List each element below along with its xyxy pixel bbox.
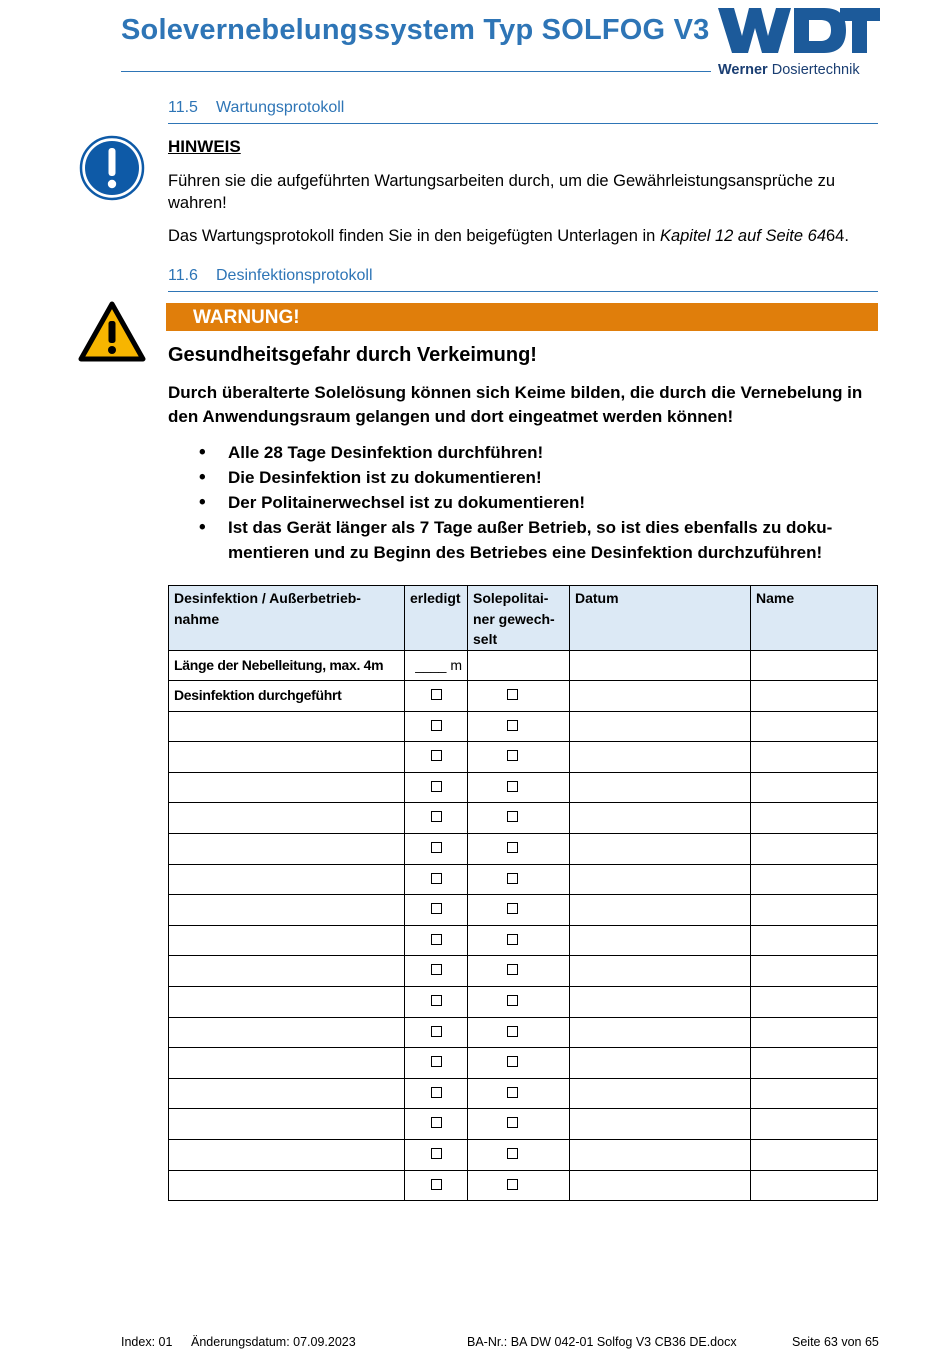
date-cell[interactable] bbox=[570, 987, 751, 1018]
done-checkbox-icon[interactable] bbox=[431, 842, 442, 853]
container-changed-checkbox-cell bbox=[468, 1017, 570, 1048]
logo-brand-rest: Dosiertechnik bbox=[767, 62, 860, 78]
name-cell[interactable] bbox=[751, 1170, 878, 1201]
name-cell[interactable] bbox=[751, 864, 878, 895]
logo-brand-bold: Werner bbox=[718, 62, 768, 78]
date-cell[interactable] bbox=[570, 1140, 751, 1171]
footer-doc-number: BA-Nr.: BA DW 042-01 Solfog V3 CB36 DE.docx bbox=[467, 1335, 737, 1349]
date-cell[interactable] bbox=[570, 925, 751, 956]
done-checkbox-icon[interactable] bbox=[431, 781, 442, 792]
bullet-item: • Ist das Gerät länger als 7 Tage außer Betrieb, so ist dies ebenfalls zu doku-mentieren und zu Beginn des Betriebes eine Desinfektion durchzuführen! bbox=[168, 515, 858, 565]
section-rule bbox=[168, 123, 878, 124]
container-changed-checkbox-cell bbox=[468, 1170, 570, 1201]
warning-bullet-list bbox=[168, 440, 858, 565]
col-header-name: Name bbox=[751, 586, 878, 651]
container-changed-checkbox-icon[interactable] bbox=[507, 1056, 518, 1067]
warning-description: Durch überalterte Solelösung können sich Keime bilden, die durch die Vernebelung in den Anwendungsraum gelangen und dort eingeatmet werden können! bbox=[168, 383, 863, 426]
notice-heading: HINWEIS bbox=[168, 137, 241, 156]
done-checkbox-icon[interactable] bbox=[431, 1026, 442, 1037]
paragraph2-after: 64. bbox=[826, 227, 849, 245]
header-rule bbox=[121, 71, 711, 72]
done-checkbox-cell bbox=[405, 1109, 468, 1140]
container-changed-checkbox-icon[interactable] bbox=[507, 964, 518, 975]
warning-triangle-icon bbox=[78, 301, 146, 363]
date-cell[interactable] bbox=[570, 864, 751, 895]
container-changed-checkbox-cell bbox=[468, 987, 570, 1018]
footer-change-date: Änderungsdatum: 07.09.2023 bbox=[191, 1335, 356, 1349]
done-checkbox-cell bbox=[405, 864, 468, 895]
container-changed-checkbox-cell bbox=[468, 956, 570, 987]
done-checkbox-icon[interactable] bbox=[431, 964, 442, 975]
done-checkbox-cell bbox=[405, 681, 468, 712]
table-row bbox=[169, 1140, 878, 1171]
container-changed-checkbox-cell bbox=[468, 834, 570, 865]
description-cell[interactable] bbox=[169, 925, 405, 956]
done-checkbox-cell bbox=[405, 834, 468, 865]
description-cell[interactable] bbox=[169, 864, 405, 895]
name-cell[interactable] bbox=[751, 772, 878, 803]
done-checkbox-icon[interactable] bbox=[431, 1179, 442, 1190]
description-cell[interactable] bbox=[169, 834, 405, 865]
footer-page-number: Seite 63 von 65 bbox=[792, 1335, 879, 1349]
done-checkbox-cell bbox=[405, 895, 468, 926]
name-cell[interactable] bbox=[751, 711, 878, 742]
done-checkbox-icon[interactable] bbox=[431, 1087, 442, 1098]
section-number: 11.5 bbox=[168, 99, 198, 116]
container-changed-checkbox-icon[interactable] bbox=[507, 750, 518, 761]
table-row bbox=[169, 1017, 878, 1048]
container-changed-checkbox-icon[interactable] bbox=[507, 903, 518, 914]
description-cell[interactable] bbox=[169, 1017, 405, 1048]
name-cell[interactable] bbox=[751, 925, 878, 956]
table-header-row bbox=[169, 586, 878, 651]
bullet-item: • Alle 28 Tage Desinfektion durchführen! bbox=[168, 440, 858, 465]
container-changed-checkbox-cell bbox=[468, 772, 570, 803]
container-changed-checkbox-icon[interactable] bbox=[507, 873, 518, 884]
container-changed-checkbox-icon[interactable] bbox=[507, 1087, 518, 1098]
container-changed-checkbox-icon[interactable] bbox=[507, 1117, 518, 1128]
done-checkbox-icon[interactable] bbox=[431, 873, 442, 884]
date-cell[interactable] bbox=[570, 1048, 751, 1079]
name-cell[interactable] bbox=[751, 956, 878, 987]
done-checkbox-cell bbox=[405, 1140, 468, 1171]
bullet-item: • Die Desinfektion ist zu dokumentieren! bbox=[168, 465, 858, 490]
table-row bbox=[169, 803, 878, 834]
name-cell[interactable] bbox=[751, 987, 878, 1018]
container-changed-checkbox-cell bbox=[468, 803, 570, 834]
info-exclamation-icon bbox=[79, 135, 145, 201]
date-cell[interactable] bbox=[570, 803, 751, 834]
name-cell[interactable] bbox=[751, 834, 878, 865]
description-cell[interactable] bbox=[169, 1048, 405, 1079]
done-checkbox-icon[interactable] bbox=[431, 811, 442, 822]
container-changed-checkbox-icon[interactable] bbox=[507, 934, 518, 945]
name-cell[interactable] bbox=[751, 803, 878, 834]
length-label: Länge der Nebelleitung, max. 4m bbox=[169, 650, 405, 681]
container-changed-checkbox-cell bbox=[468, 1048, 570, 1079]
container-changed-checkbox-cell bbox=[468, 1140, 570, 1171]
done-checkbox-cell bbox=[405, 1048, 468, 1079]
table-row bbox=[169, 681, 878, 712]
done-checkbox-cell bbox=[405, 711, 468, 742]
done-checkbox-cell bbox=[405, 1017, 468, 1048]
name-cell[interactable] bbox=[751, 742, 878, 773]
date-cell[interactable] bbox=[570, 1109, 751, 1140]
empty-cell bbox=[468, 650, 570, 681]
description-cell[interactable] bbox=[169, 1170, 405, 1201]
date-cell[interactable] bbox=[570, 711, 751, 742]
table-row-length bbox=[169, 650, 878, 681]
container-changed-checkbox-icon[interactable] bbox=[507, 811, 518, 822]
name-cell[interactable] bbox=[751, 1140, 878, 1171]
length-input[interactable]: ____ m bbox=[405, 650, 468, 681]
date-cell[interactable] bbox=[570, 1017, 751, 1048]
done-checkbox-icon[interactable] bbox=[431, 903, 442, 914]
description-cell[interactable] bbox=[169, 1078, 405, 1109]
container-changed-checkbox-cell bbox=[468, 742, 570, 773]
logo-brand-text bbox=[718, 62, 860, 78]
paragraph2-before: Das Wartungsprotokoll finden Sie in den beigefügten Unterlagen in bbox=[168, 227, 660, 245]
table-row bbox=[169, 742, 878, 773]
name-cell[interactable] bbox=[751, 1017, 878, 1048]
table-row bbox=[169, 987, 878, 1018]
date-cell[interactable] bbox=[570, 772, 751, 803]
container-changed-checkbox-icon[interactable] bbox=[507, 1179, 518, 1190]
done-checkbox-cell bbox=[405, 925, 468, 956]
section-title: Wartungsprotokoll bbox=[216, 99, 345, 116]
description-cell[interactable] bbox=[169, 987, 405, 1018]
col-header-done: erledigt bbox=[405, 586, 468, 651]
warning-label-bar: WARNUNG! bbox=[166, 303, 878, 331]
done-checkbox-cell bbox=[405, 1078, 468, 1109]
done-checkbox-icon[interactable] bbox=[431, 1117, 442, 1128]
container-changed-checkbox-icon[interactable] bbox=[507, 1026, 518, 1037]
container-changed-checkbox-icon[interactable] bbox=[507, 720, 518, 731]
done-checkbox-icon[interactable] bbox=[431, 750, 442, 761]
date-cell[interactable] bbox=[570, 1078, 751, 1109]
container-changed-checkbox-icon[interactable] bbox=[507, 1148, 518, 1159]
container-changed-checkbox-cell bbox=[468, 681, 570, 712]
container-changed-checkbox-cell bbox=[468, 1078, 570, 1109]
description-cell[interactable] bbox=[169, 956, 405, 987]
done-checkbox-icon[interactable] bbox=[431, 689, 442, 700]
description-cell[interactable] bbox=[169, 772, 405, 803]
description-cell[interactable] bbox=[169, 1140, 405, 1171]
table-row bbox=[169, 956, 878, 987]
name-cell[interactable] bbox=[751, 1109, 878, 1140]
container-changed-checkbox-icon[interactable] bbox=[507, 995, 518, 1006]
done-checkbox-icon[interactable] bbox=[431, 995, 442, 1006]
name-cell[interactable] bbox=[751, 895, 878, 926]
footer-index: Index: 01 bbox=[121, 1335, 173, 1349]
notice-paragraph-1: Führen sie die aufgeführten Wartungsarbeiten durch, um die Gewährleistungsansprüche zu wahren! bbox=[168, 172, 836, 212]
bullet-item: • Der Politainerwechsel ist zu dokumentieren! bbox=[168, 490, 858, 515]
section-title: Desinfektionsprotokoll bbox=[216, 267, 373, 284]
section-number: 11.6 bbox=[168, 267, 198, 284]
description-cell[interactable] bbox=[169, 895, 405, 926]
col-header-date: Datum bbox=[570, 586, 751, 651]
col-header-disinfection: Desinfektion / Außerbetrieb-nahme bbox=[169, 586, 405, 651]
container-changed-checkbox-cell bbox=[468, 895, 570, 926]
section-rule bbox=[168, 291, 878, 292]
warning-title: Gesundheitsgefahr durch Verkeimung! bbox=[168, 344, 537, 366]
name-cell[interactable] bbox=[751, 681, 878, 712]
disinfection-done-label: Desinfektion durchgeführt bbox=[169, 681, 405, 712]
table-row bbox=[169, 864, 878, 895]
wdt-logo-mark bbox=[718, 8, 880, 53]
date-cell[interactable] bbox=[570, 834, 751, 865]
date-cell[interactable] bbox=[570, 895, 751, 926]
notice-paragraph-2 bbox=[168, 225, 868, 247]
container-changed-checkbox-icon[interactable] bbox=[507, 842, 518, 853]
done-checkbox-icon[interactable] bbox=[431, 720, 442, 731]
container-changed-checkbox-icon[interactable] bbox=[507, 781, 518, 792]
container-changed-checkbox-icon[interactable] bbox=[507, 689, 518, 700]
description-cell[interactable] bbox=[169, 711, 405, 742]
date-cell[interactable] bbox=[570, 742, 751, 773]
done-checkbox-cell bbox=[405, 742, 468, 773]
description-cell[interactable] bbox=[169, 742, 405, 773]
chapter-reference: Kapitel 12 auf Seite 64 bbox=[659, 227, 826, 245]
disinfection-log-table bbox=[168, 585, 878, 1201]
table-row bbox=[169, 1078, 878, 1109]
container-changed-checkbox-cell bbox=[468, 1109, 570, 1140]
table-row bbox=[169, 1170, 878, 1201]
date-cell[interactable] bbox=[570, 1170, 751, 1201]
table-row bbox=[169, 834, 878, 865]
name-cell[interactable] bbox=[751, 1048, 878, 1079]
table-row bbox=[169, 1048, 878, 1079]
date-cell[interactable] bbox=[570, 956, 751, 987]
date-cell[interactable] bbox=[570, 681, 751, 712]
done-checkbox-icon[interactable] bbox=[431, 934, 442, 945]
done-checkbox-cell bbox=[405, 1170, 468, 1201]
table-row bbox=[169, 711, 878, 742]
done-checkbox-cell bbox=[405, 956, 468, 987]
description-cell[interactable] bbox=[169, 803, 405, 834]
done-checkbox-cell bbox=[405, 772, 468, 803]
done-checkbox-cell bbox=[405, 803, 468, 834]
table-row bbox=[169, 1109, 878, 1140]
done-checkbox-cell bbox=[405, 987, 468, 1018]
name-cell[interactable] bbox=[751, 1078, 878, 1109]
name-cell[interactable] bbox=[751, 650, 878, 681]
done-checkbox-icon[interactable] bbox=[431, 1056, 442, 1067]
container-changed-checkbox-cell bbox=[468, 711, 570, 742]
table-row bbox=[169, 925, 878, 956]
col-header-container-changed: Solepolitai-ner gewech-selt bbox=[468, 586, 570, 651]
table-row bbox=[169, 895, 878, 926]
done-checkbox-icon[interactable] bbox=[431, 1148, 442, 1159]
section-heading-11-6 bbox=[168, 267, 878, 285]
container-changed-checkbox-cell bbox=[468, 925, 570, 956]
table-row bbox=[169, 772, 878, 803]
section-heading-11-5 bbox=[168, 99, 878, 117]
description-cell[interactable] bbox=[169, 1109, 405, 1140]
container-changed-checkbox-cell bbox=[468, 864, 570, 895]
document-title: Solevernebelungssystem Typ SOLFOG V3 bbox=[121, 14, 710, 46]
date-cell[interactable] bbox=[570, 650, 751, 681]
